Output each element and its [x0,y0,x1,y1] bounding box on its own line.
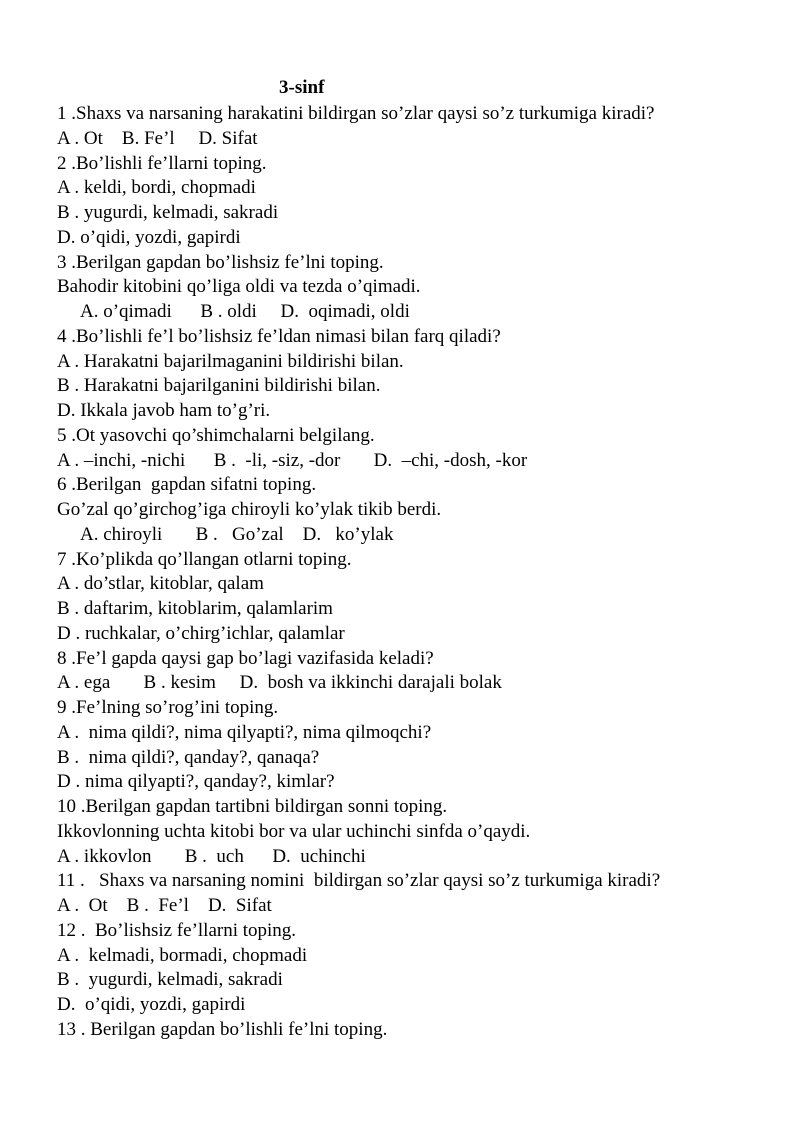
question-11: 11 . Shaxs va narsaning nomini bildirgan so’zlar qaysi so’z turkumiga kiradi? [57,870,661,892]
answer-option: B . daftarim, kitoblarim, qalamlarim [57,598,333,619]
question-10: 10 .Berilgan gapdan tartibni bildirgan sonni toping. [57,796,448,817]
answer-options-3: A. o’qimadi B . oldi D. oqimadi, oldi [80,301,410,322]
example-sentence: Go’zal qo’girchog’iga chiroyli ko’ylak tikib berdi. [57,499,442,520]
question-13: 13 . Berilgan gapdan bo’lishli fe’lni toping. [57,1018,388,1040]
answer-option: B . yugurdi, kelmadi, sakradi [57,969,283,991]
question-8: 8 .Fe’l gapda qaysi gap bo’lagi vazifasida keladi? [57,647,434,669]
example-sentence: Bahodir kitobini qo’liga oldi va tezda o’qimadi. [57,276,421,298]
question-3: 3 .Berilgan gapdan bo’lishsiz fe’lni toping. [57,251,384,273]
answer-option: B . nima qildi?, qanday?, qanaqa? [57,746,320,768]
question-1: 1 .Shaxs va narsaning harakatini bildirgan so’zlar qaysi so’z turkumiga kiradi? [57,103,655,124]
question-2: 2 .Bo’lishli fe’llarni toping. [57,152,267,174]
answer-options-1: A . Ot B. Fe’l D. Sifat [57,127,258,149]
answer-options-6: A. chiroyli B . Go’zal D. ko’ylak [80,523,394,545]
answer-option: B . yugurdi, kelmadi, sakradi [57,202,279,223]
answer-option: D. Ikkala javob ham to’g’ri. [57,400,271,421]
answer-option: D . nima qilyapti?, qanday?, kimlar? [57,771,335,793]
question-7: 7 .Ko’plikda qo’llangan otlarni toping. [57,548,352,570]
question-4: 4 .Bo’lishli fe’l bo’lishsiz fe’ldan nimasi bilan farq qiladi? [57,325,501,347]
answer-option: D . ruchkalar, o’chirg’ichlar, qalamlar [57,622,345,644]
answer-options-11: A . Ot B . Fe’l D. Sifat [57,895,272,916]
question-list [57,102,787,1043]
answer-option: A . keldi, bordi, chopmadi [57,177,256,199]
answer-option: B . Harakatni bajarilganini bildirishi bilan. [57,375,381,397]
example-sentence: Ikkovlonning uchta kitobi bor va ular uchinchi sinfda o’qaydi. [57,820,531,842]
question-5: 5 .Ot yasovchi qo’shimchalarni belgilang. [57,424,375,446]
answer-option: A . nima qildi?, nima qilyapti?, nima qilmoqchi? [57,721,432,743]
answer-option: D. o’qidi, yozdi, gapirdi [57,226,241,248]
question-12: 12 . Bo’lishsiz fe’llarni toping. [57,919,297,941]
answer-options-8: A . ega B . kesim D. bosh va ikkinchi darajali bolak [57,672,502,694]
answer-option: A . Harakatni bajarilmaganini bildirishi bilan. [57,350,404,372]
question-6: 6 .Berilgan gapdan sifatni toping. [57,474,317,496]
answer-options-10: A . ikkovlon B . uch D. uchinchi [57,845,366,867]
question-9: 9 .Fe’lning so’rog’ini toping. [57,697,279,718]
answer-options-5: A . –inchi, -nichi B . -li, -siz, -dor D. –chi, -dosh, -kor [57,449,528,471]
answer-option: D. o’qidi, yozdi, gapirdi [57,994,246,1015]
page-title: 3-sinf [279,77,325,98]
answer-option: A . do’stlar, kitoblar, qalam [57,573,264,595]
answer-option: A . kelmadi, bormadi, chopmadi [57,944,308,966]
